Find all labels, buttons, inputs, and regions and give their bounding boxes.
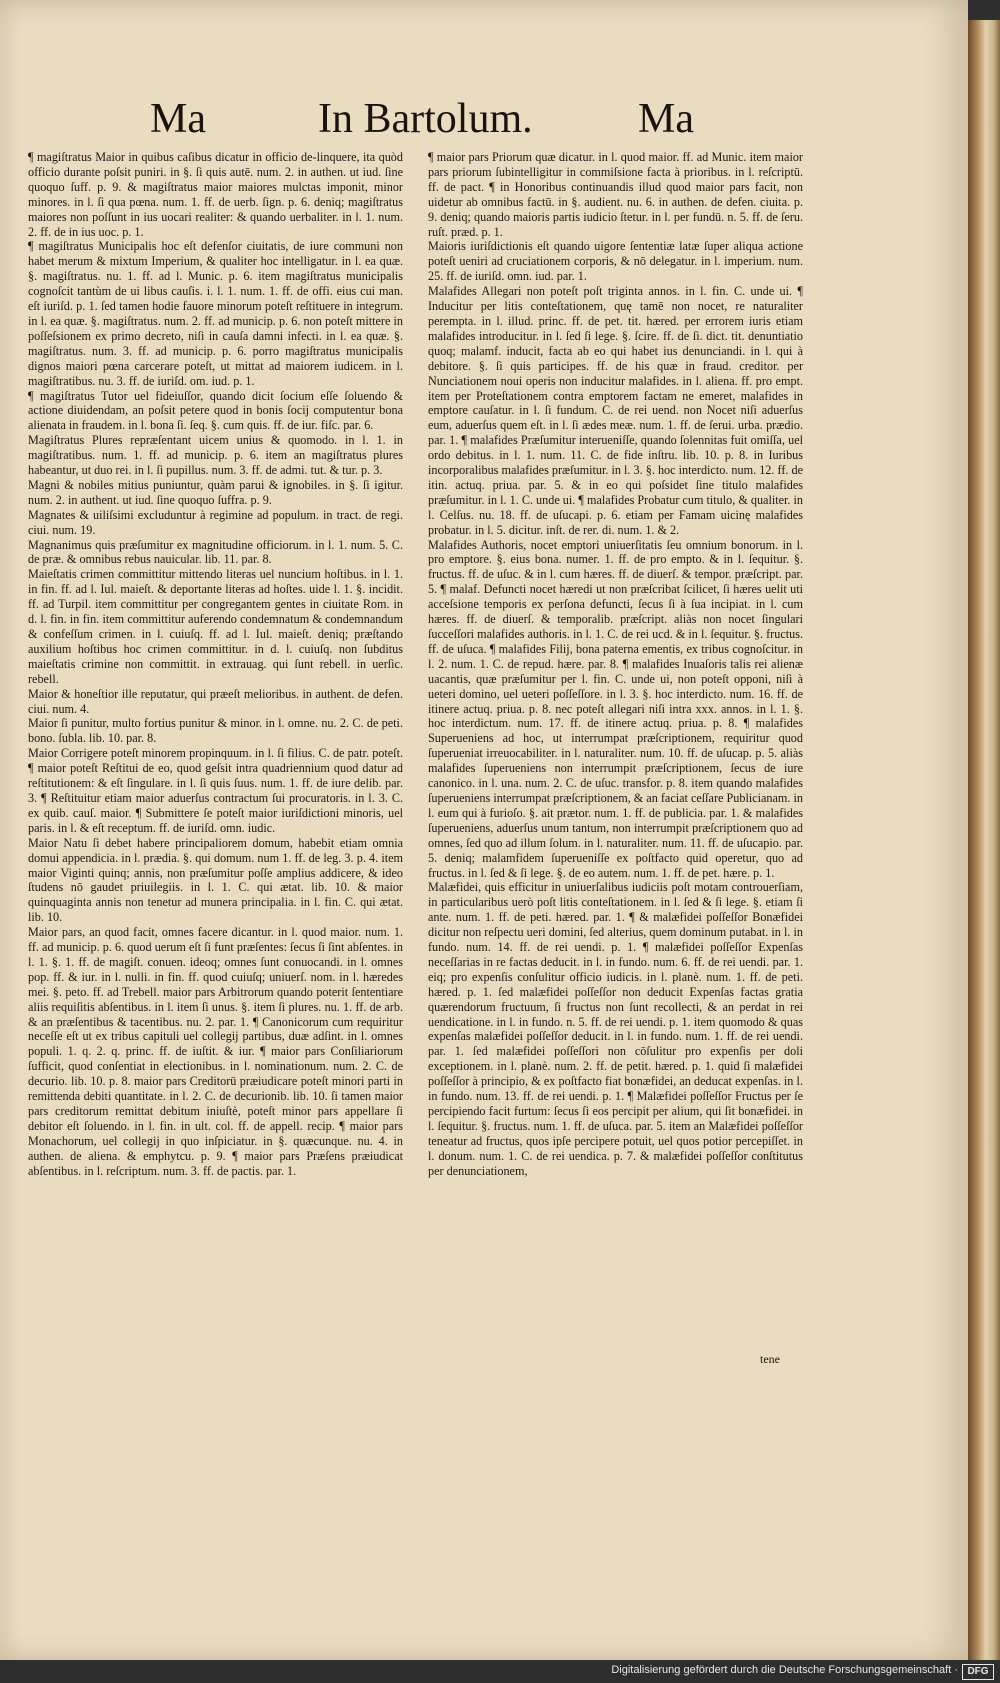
dfg-logo-icon: DFG (962, 1664, 994, 1680)
header-right: Ma (638, 96, 694, 142)
entry-paragraph: Malafides Allegari non poteſt poſt triginta annos. in l. fin. C. unde ui. ¶ Inducitur per litis conteſtationem, quę tamē non nocet, re naturaliter perempta. in l. illud. princ. ff. de pet. tit. hæred. per errorem iuris etiam malafides introducitur. in l. ſed ſi lege. §. ſcire. ff. de ſi. dict. tit. denuntiatio quoq; malamf. inducit, facta ab eo qui habet ius denunciandi. in l. qui à debitore. §. ſi quis participes. ff. de his quæ in fraud. creditor. per Nunciationem noui operis non inducitur malafides. in l. aliena. ff. pro empt. item per Proteſtationem contra emptorem factam ne emeret, malafides in emptore cauſatur. in l. ſi fundum. C. de rei uend. non Nocet niſi aduerſus eum, aduerſus quem eſt. in l. ſi ædes meæ. num. 1. ff. de ſerui. urba. prædio. par. 1. ¶ malafides Præſumitur interueniſſe, quando ſolennitas fuit omiſſa, uel ordo debitus. in l. 1. num. 11. C. de fide inſtru. lib. 10. p. 8. in Iuribus incorporalibus malafides præſumitur. in l. 3. §. hoc interdicto. num. 12. ff. de itin. actuq. priua. par. 5. & in eo qui poſsidet ſine titulo malafides præſumitur. in l. 1. C. unde ui. ¶ malafides Probatur cum titulo, & qualiter. in l. Celſus. nu. 18. ff. de uſucapi. p. 6. etiam per Famam uicinę malafides probatur. in l. 5. dicitur. inſt. de rer. di. num. 1. & 2. (428, 284, 803, 537)
entry-paragraph: ¶ magiſtratus Municipalis hoc eſt defenſor ciuitatis, de iure communi non habet merum & mixtum Imperium, & qualiter hoc intelligatur. in l. ea quæ. §. magiſtratus. nu. 1. ff. ad l. Munic. p. 6. item magiſtratus municipalis cognoſcit tantùm de ui libus cauſis. i. l. 1. num. 1. ff. de offi. eius cui man. eſt iuriſd. p. 1. ſed tamen hodie fauore minorum poteſt reſtituere in integrum. in l. ea quæ. §. magiſtratus. num. 2. ff. ad municip. p. 6. non poteſt mittere in poſſeſsionem ex primo decreto, niſi in cauſa damni infecti. in l. ea quæ. §. magiſtratus. num. 3. ff. ad municip. p. 6. porro magiſtratus municipalis dignos maiori pœna carcerare poteſt, ut mittat ad maiorem iudicem. in l. magiſtratibus. nu. 3. ff. de iuriſd. om. iud. p. 1. (28, 239, 403, 388)
entry-paragraph: Maieſtatis crimen committitur mittendo literas uel nuncium hoſtibus. in l. 1. in fin. ff. ad l. Iul. maieſt. & deportante literas ad hoſtes. uide l. 1. §. incidit. ff. ad Turpil. item committitur per congregantem gentes in ciuitate Rom. in d. l. fin. in fin. item committitur auferendo condemnatum & condemnandum & confeſſum crimen. in l. cuiuſq. ff. ad l. Iul. maieſt. deniq; præſtando auxilium hoſtibus hoc crimen committitur. in d. l. cuiuſq. non ſubditus maieſtatis crimine non committit. in extrauag. qui ſunt rebell. in uerſic. rebell. (28, 567, 403, 686)
entry-paragraph: Maior & honeſtior ille reputatur, qui præeſt melioribus. in authent. de defen. ciui. num. 4. (28, 686, 403, 716)
entry-paragraph: Malæfidei, quis efficitur in uniuerſalibus iudiciis poſt motam controuerſiam, in particularibus uerò poſt litis conteſtationem. in l. ſed & ſi lege. §. etiam ſi ante. num. 1. ff. de peti. hæred. par. 1. ¶ & malæfidei poſſeſſor Bonæfidei dicitur non reſpectu ueri domini, ſed alterius, quem dominum putabat. in l. in fundo. num. 14. ff. de rei uendi. p. 1. ¶ malæfidei poſſeſſor Expenſas neceſſarias in re factas deducit. in l. in fundo. num. 6. ff. de rei uendi. par. 1. eiq; pro expenſis conſulitur officio iudicis. in l. planè. num. 1. ff. de peti. hæred. p. 1. ſed malæfidei poſſeſſor non deducit Expenſas factas gratia quærendorum fructuum, ſi fructus non ſunt recollecti, & an perdat in rei uendicatione. in l. in fundo. n. 5. ff. de rei uendi. p. 1. item quomodo & quas expenſas malæfidei poſſeſſor deducit. in l. in fundo. num. 1. ff. de rei uendi. par. 1. ſed malæfidei poſſeſſori non cōſulitur pro expenſis per doli exceptionem. in l. planè. num. 2. ff. de petit. hæred. p. 1. quid ſi malæfidei poſſeſſor à principio, & ex poſtfacto fiat bonæfidei, an deducat expenſas. in l. in fundo. num. 13. ff. de rei uendi. p. 1. ¶ Malæfidei poſſeſſor Fructus per ſe percipiendo facit furtum: ſecus ſi eos percipit per alium, qui ſit bonæfidei. in l. ſequitur. §. fructus. num. 1. ff. de uſuca. par. 5. item an Malæfidei poſſeſſor teneatur ad fructus, quos ipſe percipere potuit, uel quos potior percepiſſet. in l. donum. num. 1. C. de rei uendica. p. 7. & malæfidei poſſeſſor conſtitutus per denunciationem, (428, 880, 803, 1178)
right-column (428, 150, 803, 1179)
entry-paragraph: Malafides Authoris, nocet emptori uniuerſitatis ſeu omnium bonorum. in l. pro emptore. §. eius bona. numer. 1. ff. de pro empto. & in l. ſequitur. §. fructus. ff. de uſuc. & in l. cum hæres. ff. de diuerſ. & tempor. præſcript. par. 5. ¶ malaf. Defuncti nocet hæredi ut non præſcribat ſcilicet, ſi hæres uelit uti acceſsione temporis ex perſona defuncti, ſecus ſi à ſua incipiat. in l. cum hæres. ff. de diuerſ. & temporalib. præſcript. aliàs non nocet ſingulari ſucceſſori malafides authoris. in l. 1. C. de rei ucd. & in l. ſequitur. §. fructus. ff. de uſuca. ¶ malafides Filij, bona paterna ementis, ex tribus cognoſcitur. in l. 2. num. 1. C. de repud. hære. par. 8. ¶ malafides Inuaſoris talis rei alienæ uacantis, quæ præſumitur per l. fin. C. unde ui, non poteſt opponi, niſi à ueteri domino, uel ueteri poſſeſſore. in l. 3. §. hoc interdicto. num. 16. ff. de itinere actuq. priua. p. 8. nec poteſt allegari niſi intra xxx. annos. in l. 1. §. hoc interdictum. num. 17. ff. de itinere actuq. priua. p. 8. ¶ malafides Superueniens ad hoc, ut interrumpat præſcriptionem, requiritur quod ſuperueniat irreuocabiliter. in l. naturaliter. num. 10. ff. de uſucap. p. 5. aliàs malafides ſuperueniens non interrumpit præſcriptionem, ſecus de iure canonico. in l. una. num. 2. C. de uſuc. transfor. p. 8. item quando malafides ſuperueniens interrumpat præſcriptionem, & an faciat ceſſare Publicianam. in l. eum qui à furioſo. §. ait prætor. num. 1. ff. de publicia. par. 1. & malafides ſuperueniens, aduerſus unum tantum, non interrumpit præſcriptionem quo ad omnes, ſed quo ad illum ſolum. in l. naturaliter. num. 11. ff. de uſucapio. par. 5. deniq; malamfidem ſuperueniſſe ex poſtfacto quid operetur, quo ad fructus. in l. ſed & ſi lege. §. de eo autem. num. 1. ff. de pet. hære. p. 1. (428, 537, 803, 880)
entry-paragraph: Maior ſi punitur, multo fortius punitur & minor. in l. omne. nu. 2. C. de peti. bono. ſubla. lib. 10. par. 8. (28, 716, 403, 746)
entry-paragraph: Maioris iuriſdictionis eſt quando uigore ſententiæ latæ ſuper aliqua actione poteſt ueniri ad cruciationem corporis, & nō delegatur. in l. imperium. num. 25. ff. de iuriſd. omn. iud. par. 1. (428, 239, 803, 284)
entry-paragraph: Magnanimus quis præſumitur ex magnitudine officiorum. in l. 1. num. 5. C. de præ. & omnibus rebus nauicular. lib. 11. par. 8. (28, 537, 403, 567)
left-column (28, 150, 403, 1179)
entry-paragraph: Magiſtratus Plures repræſentant uicem unius & quomodo. in l. 1. in magiſtratibus. num. 1. ff. ad municip. p. 6. item an magiſtratus plures habeantur, ut duo rei. in l. ſi pupillus. num. 3. ff. de admi. tut. & tur. p. 3. (28, 433, 403, 478)
entry-paragraph: ¶ maior pars Priorum quæ dicatur. in l. quod maior. ff. ad Munic. item maior pars priorum ſubintelligitur in commiſsione facta à prioribus. in l. reſcriptū. ff. de pact. ¶ in Honoribus continuandis illud quod maior pars facit, non uidetur ab omnibus factū. in §. audient. nu. 6. in authen. de defen. ciuita. p. 9. deniq; quando maioris partis iudicio ſtetur. in l. per fundū. n. 5. ff. de ſeru. ruſt. præd. p. 1. (428, 150, 803, 239)
footer-credit: Digitalisierung gefördert durch die Deutsche Forschungsgemeinschaft · (611, 1664, 958, 1676)
entry-paragraph: Magnates & uiliſsimi excluduntur à regimine ad populum. in tract. de regi. ciui. num. 19. (28, 507, 403, 537)
catchword: tene (760, 1352, 780, 1366)
running-header (0, 95, 968, 155)
entry-paragraph: ¶ magiſtratus Tutor uel fideiuſſor, quando dicit ſocium eſſe ſoluendo & actione diuidendam, an poſsit petere quod in bonis ſocij computentur bona alienata in fraudem. in l. bona ſi. ſeq. §. cum quis. ff. de iur. fiſc. par. 6. (28, 388, 403, 433)
footer-bar (0, 1660, 1000, 1683)
header-title: In Bartolum. (318, 96, 533, 142)
entry-paragraph: Maior Natu ſi debet habere principaliorem domum, habebit etiam omnia domui appendicia. in l. prædia. §. qui domum. num 1. ff. de leg. 3. p. 4. item maior Viginti quinq; annis, non præſumitur poſſe amplius addicere, & ideo ſtudens nō gaudet priuilegiis. in l. 1. C. qui ætat. lib. 10. & maior quinquaginta annis non tenetur ad munera principalia. in l. fin. C. qui ætat. lib. 10. (28, 835, 403, 925)
entry-paragraph: Maior pars, an quod facit, omnes facere dicantur. in l. quod maior. num. 1. ff. ad municip. p. 6. quod uerum eſt ſi funt præſentes: ſecus ſi ſint abſentes. in l. 1. §. 1. ff. de magiſt. conuen. ideoq; omnes ſunt conuocandi. in l. omnes pop. ff. & iur. in l. nulli. in fin. ff. quod cuiuſq; uniuerſ. nom. in l. hæredes mei. §. peto. ff. ad Trebell. maior pars Arbitrorum quando poterit ſententiare aliis requiſitis abſentibus. in l. item ſi unus. §. item ſi plures. nu. 1. ff. de arb. & an præſentibus & tacentibus. nu. 2. par. 1. ¶ Canonicorum cum requiritur neceſſe eſt ut ex tribus capituli uel collegij partibus, duæ adſint. in l. omnes populi. 1. q. 2. q. princ. ff. de iuſtit. & iur. ¶ maior pars Conſiliariorum ſufficit, quod conſentiat in electionibus. in l. nominationum. num. 2. C. de decurio. lib. 10. p. 8. maior pars Creditorū præiudicare poteſt minori parti in remittenda debiti quantitate. in l. 2. C. de decurionib. lib. 10. ſi tamen maior pars creditorum remittat debitum iniuſtè, poteſt minor pars appellare ſi debitor eſt ſoluendo. in l. fin. in ult. col. ff. de appell. recip. ¶ maior pars Monachorum, uel collegij in quo inſpiciatur. in §. quæcunque. nu. 4. in authen. de aliena. & emphytcu. p. 9. ¶ maior pars Præſens præiudicat abſentibus. in l. reſcriptum. num. 3. ff. de pactis. par. 1. (28, 925, 403, 1178)
header-left: Ma (150, 96, 206, 142)
page-edge (968, 20, 1000, 1660)
entry-paragraph: Magni & nobiles mitius puniuntur, quàm parui & ignobiles. in §. ſi igitur. num. 2. in authent. ut iud. ſine quoquo ſuffra. p. 9. (28, 477, 403, 507)
entry-paragraph: ¶ magiſtratus Maior in quibus caſibus dicatur in officio de-linquere, ita quòd officio durante poſsit puniri. in §. ſi quis autē. num. 2. in authen. ut iud. ſine quoquo ſuff. p. 9. & magiſtratus maior maiores mulctas imponit, minor minores. in l. ſi qua pœna. num. 1. ff. de uerb. ſign. p. 6. deniq; magiſtratus maiores non poſſunt in ius uocari realiter: & quando uerbaliter. in l. 1. num. 2. ff. de in ius uoc. p. 1. (28, 150, 403, 239)
entry-paragraph: Maior Corrigere poteſt minorem propinquum. in l. ſi filius. C. de patr. poteſt. ¶ maior poteſt Reſtitui de eo, quod geſsit intra quadriennium quod datur ad reſtitutionem: & eſt ſingulare. in l. ſi quis ſuus. num. 1. ff. de iure delib. par. 3. ¶ Reſtituitur etiam maior aduerſus contractum ſui procuratoris. in l. 3. C. ex quib. cauſ. maior. ¶ Submittere ſe poteſt maior iuriſdictioni minoris, uel paris. in l. & eſt receptum. ff. de iuriſd. omn. iudic. (28, 746, 403, 835)
